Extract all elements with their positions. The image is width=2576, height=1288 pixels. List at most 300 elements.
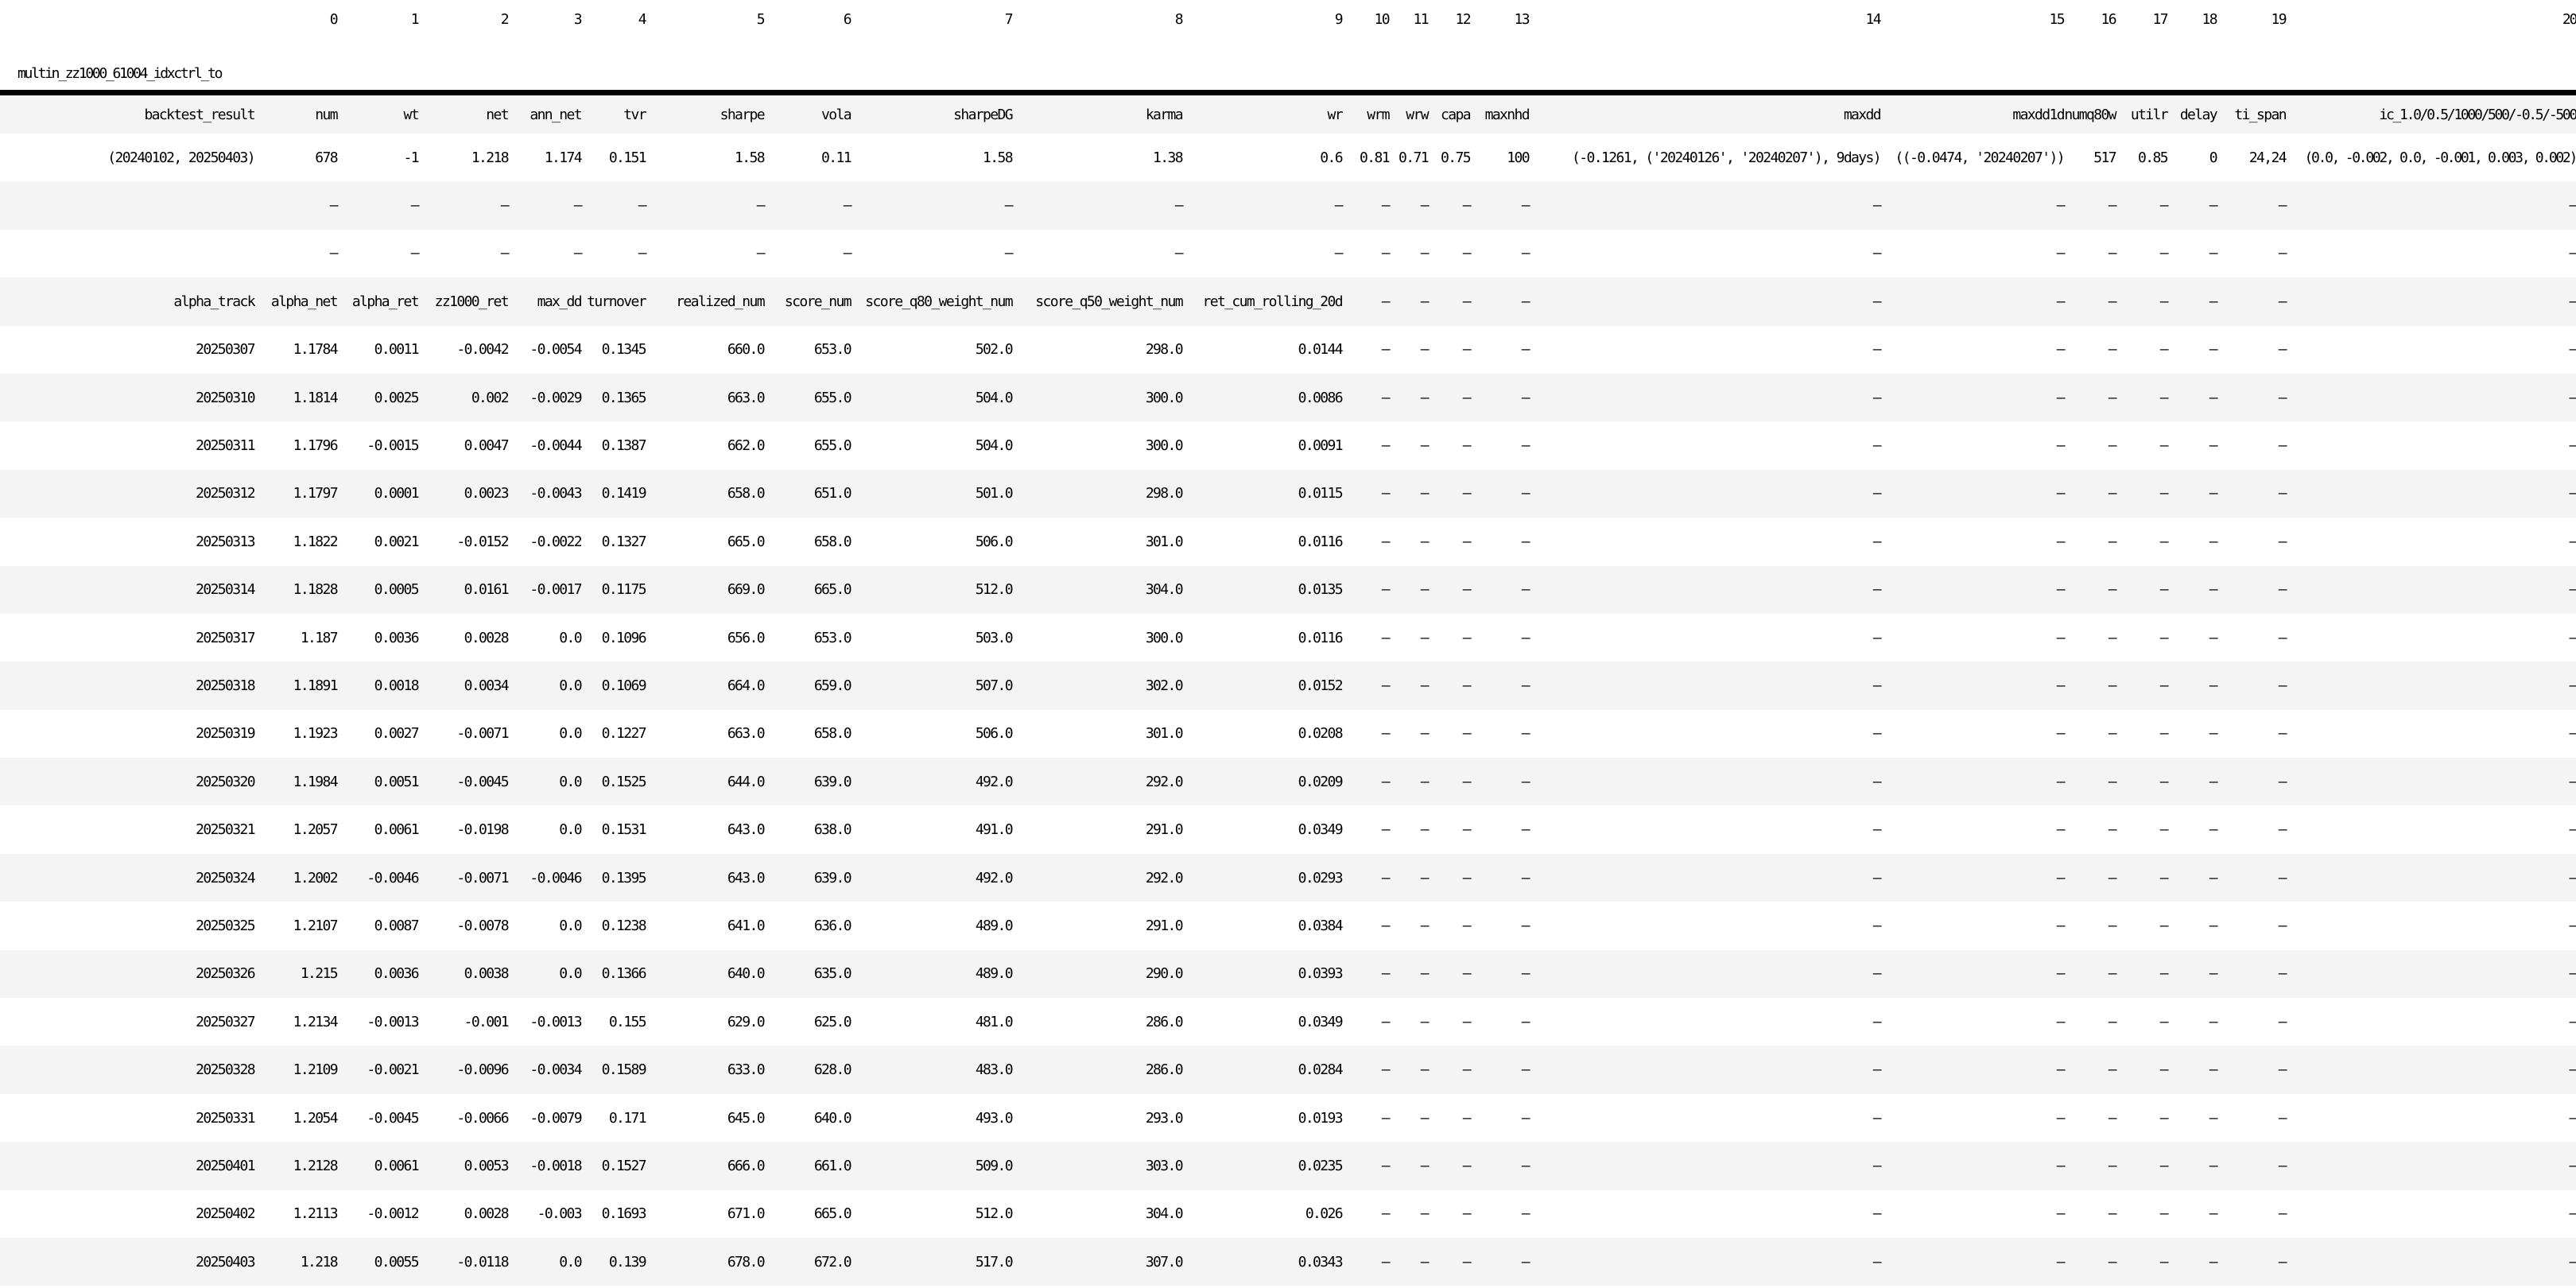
cell: -0.0078	[456, 917, 508, 934]
column-header: utilr	[2116, 95, 2167, 134]
cell: 1.2057	[293, 821, 337, 839]
cell: —	[1420, 1013, 1428, 1030]
cell: 1.1984	[293, 773, 337, 790]
cell: 661.0	[813, 1157, 851, 1174]
cell: —	[2569, 1157, 2576, 1174]
cell: —	[1521, 821, 1529, 839]
column-position-index: 20	[2562, 10, 2576, 28]
cell: 506.0	[975, 533, 1012, 550]
table-row	[0, 805, 2576, 853]
cell: -0.0046	[367, 869, 418, 886]
cell: —	[1521, 341, 1529, 359]
cell: —	[2569, 293, 2576, 310]
cell: 293.0	[1145, 1109, 1182, 1127]
cell: max_dd	[537, 293, 581, 310]
cell: —	[1521, 389, 1529, 406]
cell: —	[1521, 197, 1529, 215]
cell: —	[2569, 581, 2576, 599]
cell: 0.0	[559, 629, 581, 646]
cell: —	[2108, 677, 2116, 694]
cell: —	[1521, 965, 1529, 983]
cell: —	[2209, 1157, 2217, 1174]
cell: —	[2108, 437, 2116, 455]
column-header: capa	[1428, 95, 1470, 134]
cell: —	[2278, 293, 2286, 310]
cell: score_q50_weight_num	[1035, 293, 1182, 310]
cell: 640.0	[813, 1109, 851, 1127]
cell: 0.0235	[1298, 1157, 1342, 1174]
cell: 665.0	[813, 1205, 851, 1223]
row-index: 20250327	[196, 1013, 254, 1030]
cell: —	[1521, 677, 1529, 694]
cell: —	[2278, 341, 2286, 359]
column-position-index: 18	[2202, 10, 2217, 28]
cell: 1.187	[300, 629, 337, 646]
cell: —	[756, 245, 764, 262]
cell: 1.1828	[293, 581, 337, 599]
cell: 0.0086	[1298, 389, 1342, 406]
table-row	[0, 758, 2576, 805]
cell: 1.1923	[293, 725, 337, 743]
cell: —	[2159, 533, 2167, 550]
cell: 678	[315, 149, 337, 166]
cell: -0.0079	[530, 1109, 581, 1127]
cell: 653.0	[813, 341, 851, 359]
column-header: delay	[2167, 95, 2217, 134]
cell: 1.2109	[293, 1061, 337, 1079]
cell: —	[2209, 197, 2217, 215]
cell: 298.0	[1145, 485, 1182, 502]
cell: —	[1334, 197, 1342, 215]
column-position-index: 8	[1174, 10, 1182, 28]
cell: 0.75	[1441, 149, 1470, 166]
cell: 659.0	[813, 677, 851, 694]
row-index	[0, 181, 254, 229]
cell: —	[1381, 629, 1389, 646]
cell: —	[1420, 293, 1428, 310]
row-index: 20250325	[196, 917, 254, 934]
cell: —	[2278, 917, 2286, 934]
cell: —	[2209, 245, 2217, 262]
row-index: 20250312	[196, 485, 254, 502]
cell: —	[1872, 293, 1880, 310]
cell: —	[1872, 341, 1880, 359]
cell: 655.0	[813, 437, 851, 455]
cell: 643.0	[727, 821, 764, 839]
cell: 517	[2093, 149, 2116, 166]
row-index: 20250401	[196, 1157, 254, 1174]
cell: —	[1381, 341, 1389, 359]
cell: 636.0	[813, 917, 851, 934]
cell: —	[1462, 437, 1470, 455]
cell: 638.0	[813, 821, 851, 839]
cell: 492.0	[975, 773, 1012, 790]
cell: —	[1420, 725, 1428, 743]
cell: —	[1872, 1205, 1880, 1223]
cell: 1.2134	[293, 1013, 337, 1030]
cell: —	[1420, 485, 1428, 502]
cell: -0.0029	[530, 389, 581, 406]
cell: 0.1531	[601, 821, 646, 839]
cell: 24,24	[2248, 149, 2286, 166]
cell: —	[1521, 629, 1529, 646]
cell: —	[2108, 485, 2116, 502]
header-row	[0, 95, 2576, 134]
cell: 0.0152	[1298, 677, 1342, 694]
cell: —	[1420, 869, 1428, 886]
cell: 660.0	[727, 341, 764, 359]
column-header: maxnhd	[1470, 95, 1529, 134]
table-row	[0, 661, 2576, 709]
cell: —	[1872, 437, 1880, 455]
cell: zz1000_ret	[434, 293, 508, 310]
cell: 658.0	[727, 485, 764, 502]
cell: —	[2056, 773, 2064, 790]
cell: —	[2209, 581, 2217, 599]
cell: -0.0054	[530, 341, 581, 359]
cell: 651.0	[813, 485, 851, 502]
cell: 0.026	[1305, 1205, 1342, 1223]
cell: 0.0061	[374, 821, 418, 839]
cell: —	[1872, 389, 1880, 406]
cell: —	[1872, 725, 1880, 743]
cell: 0.0	[559, 725, 581, 743]
cell: 0.0061	[374, 1157, 418, 1174]
cell: 0.0047	[464, 437, 508, 455]
cell: —	[1381, 677, 1389, 694]
cell: —	[1462, 917, 1470, 934]
cell: —	[2159, 197, 2167, 215]
cell: 678.0	[727, 1253, 764, 1271]
cell: 0.0021	[374, 533, 418, 550]
row-index: 20250402	[196, 1205, 254, 1223]
cell: 509.0	[975, 1157, 1012, 1174]
cell: —	[1462, 1253, 1470, 1271]
index-column-header: backtest_result	[0, 95, 254, 134]
row-index: 20250318	[196, 677, 254, 694]
cell: —	[1872, 1061, 1880, 1079]
cell: 0.0	[559, 965, 581, 983]
cell: 0.1525	[601, 773, 646, 790]
cell: —	[1420, 1157, 1428, 1174]
cell: —	[2159, 869, 2167, 886]
cell: —	[756, 197, 764, 215]
cell: 0.0115	[1298, 485, 1342, 502]
row-index: 20250317	[196, 629, 254, 646]
cell: —	[2056, 293, 2064, 310]
cell: —	[2056, 1157, 2064, 1174]
cell: 0.0011	[374, 341, 418, 359]
cell: —	[2278, 1109, 2286, 1127]
cell: —	[1174, 245, 1182, 262]
cell: 0.151	[608, 149, 646, 166]
table-row	[0, 1142, 2576, 1189]
cell: -0.0015	[367, 437, 418, 455]
cell: 665.0	[727, 533, 764, 550]
cell: 0.0018	[374, 677, 418, 694]
cell: —	[2569, 1109, 2576, 1127]
cell: —	[1420, 677, 1428, 694]
cell: —	[2569, 725, 2576, 743]
table-row	[0, 902, 2576, 949]
cell: —	[2569, 485, 2576, 502]
cell: —	[2159, 965, 2167, 983]
table-row	[0, 1190, 2576, 1238]
cell: —	[2159, 725, 2167, 743]
cell: 302.0	[1145, 677, 1182, 694]
cell: 0.0005	[374, 581, 418, 599]
cell: 655.0	[813, 389, 851, 406]
cell: -0.0118	[456, 1253, 508, 1271]
cell: 0.0091	[1298, 437, 1342, 455]
cell: -0.0066	[456, 1109, 508, 1127]
cell: —	[2056, 1013, 2064, 1030]
column-header: maxdd1d	[1880, 95, 2064, 134]
cell: —	[1462, 725, 1470, 743]
cell: —	[1872, 581, 1880, 599]
cell: 0.0053	[464, 1157, 508, 1174]
cell: —	[2108, 581, 2116, 599]
cell: —	[2159, 245, 2167, 262]
cell: —	[1381, 869, 1389, 886]
cell: —	[1462, 245, 1470, 262]
cell: —	[2159, 485, 2167, 502]
column-index-row	[0, 0, 2576, 38]
cell: —	[2159, 629, 2167, 646]
cell: 0.0209	[1298, 773, 1342, 790]
cell: —	[1381, 1205, 1389, 1223]
cell: 0.1693	[601, 1205, 646, 1223]
cell: -0.0012	[367, 1205, 418, 1223]
cell: —	[2278, 533, 2286, 550]
cell: score_num	[784, 293, 851, 310]
cell: —	[1462, 341, 1470, 359]
row-index: 20250331	[196, 1109, 254, 1127]
cell: —	[2569, 773, 2576, 790]
cell: —	[2569, 1253, 2576, 1271]
cell: 0.0384	[1298, 917, 1342, 934]
row-index: 20250403	[196, 1253, 254, 1271]
cell: —	[1381, 1013, 1389, 1030]
cell: —	[2278, 677, 2286, 694]
table-row	[0, 998, 2576, 1046]
cell: —	[1521, 533, 1529, 550]
cell: —	[2278, 1013, 2286, 1030]
cell: —	[2209, 773, 2217, 790]
cell: 493.0	[975, 1109, 1012, 1127]
row-index: 20250326	[196, 965, 254, 983]
row-index: 20250314	[196, 581, 254, 599]
table-row	[0, 326, 2576, 374]
cell: —	[1381, 293, 1389, 310]
cell: 0.1395	[601, 869, 646, 886]
cell: 0.0038	[464, 965, 508, 983]
table-row	[0, 421, 2576, 469]
column-position-index: 9	[1334, 10, 1342, 28]
cell: —	[1462, 1013, 1470, 1030]
cell: turnover	[587, 293, 646, 310]
cell: 0.0193	[1298, 1109, 1342, 1127]
row-index: 20250319	[196, 725, 254, 743]
cell: 0.0087	[374, 917, 418, 934]
cell: —	[1872, 821, 1880, 839]
cell: 286.0	[1145, 1061, 1182, 1079]
cell: 629.0	[727, 1013, 764, 1030]
cell: -0.0045	[456, 773, 508, 790]
cell: 504.0	[975, 437, 1012, 455]
cell: 301.0	[1145, 533, 1182, 550]
cell: —	[1521, 773, 1529, 790]
cell: 0.1345	[601, 341, 646, 359]
cell: —	[2569, 341, 2576, 359]
column-header: numq80w	[2064, 95, 2116, 134]
cell: —	[2209, 1205, 2217, 1223]
cell: 663.0	[727, 389, 764, 406]
column-header: karma	[1012, 95, 1182, 134]
cell: 639.0	[813, 773, 851, 790]
cell: 1.218	[471, 149, 508, 166]
cell: 0.0028	[464, 629, 508, 646]
cell: —	[2209, 1109, 2217, 1127]
cell: —	[2159, 821, 2167, 839]
cell: 0.0036	[374, 965, 418, 983]
cell: —	[2159, 581, 2167, 599]
cell: —	[2108, 773, 2116, 790]
column-header: ann_net	[508, 95, 581, 134]
cell: realized_num	[676, 293, 764, 310]
cell: -0.0042	[456, 341, 508, 359]
cell: 628.0	[813, 1061, 851, 1079]
cell: —	[1420, 437, 1428, 455]
cell: —	[500, 197, 508, 215]
table-row	[0, 1094, 2576, 1142]
cell: —	[2278, 581, 2286, 599]
cell: —	[2278, 965, 2286, 983]
cell: 291.0	[1145, 917, 1182, 934]
cell: 0.0001	[374, 485, 418, 502]
cell: —	[1462, 389, 1470, 406]
cell: 0.0116	[1298, 533, 1342, 550]
cell: —	[2209, 1061, 2217, 1079]
cell: —	[2108, 245, 2116, 262]
cell: —	[1521, 1109, 1529, 1127]
cell: -0.001	[464, 1013, 508, 1030]
cell: 492.0	[975, 869, 1012, 886]
cell: —	[2056, 341, 2064, 359]
cell: -0.003	[537, 1205, 581, 1223]
cell: 1.2113	[293, 1205, 337, 1223]
cell: —	[2159, 389, 2167, 406]
cell: —	[2159, 1109, 2167, 1127]
table-row	[0, 134, 2576, 181]
cell: —	[2278, 1205, 2286, 1223]
cell: —	[1521, 725, 1529, 743]
table-row	[0, 710, 2576, 758]
cell: —	[2159, 293, 2167, 310]
cell: —	[2569, 245, 2576, 262]
cell: 512.0	[975, 1205, 1012, 1223]
cell: —	[2209, 677, 2217, 694]
cell: ret_cum_rolling_20d	[1202, 293, 1342, 310]
cell: —	[2108, 1109, 2116, 1127]
cell: —	[1872, 485, 1880, 502]
table-body	[0, 134, 2576, 1286]
cell: —	[1420, 629, 1428, 646]
cell: 665.0	[813, 581, 851, 599]
cell: —	[1004, 245, 1012, 262]
cell: 0.0027	[374, 725, 418, 743]
cell: 635.0	[813, 965, 851, 983]
cell: —	[1462, 293, 1470, 310]
cell: —	[500, 245, 508, 262]
cell: 0.0208	[1298, 725, 1342, 743]
cell: —	[1381, 197, 1389, 215]
cell: 0.1175	[601, 581, 646, 599]
cell: —	[1462, 1109, 1470, 1127]
table-title: multin_zz1000_61004_idxctrl_to	[17, 65, 222, 82]
cell: 0.71	[1399, 149, 1428, 166]
cell: 0.002	[471, 389, 508, 406]
cell: 1.1797	[293, 485, 337, 502]
cell: —	[2209, 629, 2217, 646]
cell: —	[1381, 389, 1389, 406]
cell: —	[2278, 1253, 2286, 1271]
cell: —	[1521, 1253, 1529, 1271]
cell: —	[2108, 533, 2116, 550]
cell: -0.0096	[456, 1061, 508, 1079]
cell: —	[2108, 725, 2116, 743]
cell: —	[2108, 197, 2116, 215]
cell: 300.0	[1145, 629, 1182, 646]
column-position-index: 11	[1413, 10, 1428, 28]
cell: 304.0	[1145, 581, 1182, 599]
table-row	[0, 1238, 2576, 1286]
cell: —	[1872, 1157, 1880, 1174]
cell: —	[2108, 1013, 2116, 1030]
cell: 0.1327	[601, 533, 646, 550]
cell: —	[1872, 773, 1880, 790]
cell: 292.0	[1145, 869, 1182, 886]
cell: —	[1420, 1061, 1428, 1079]
cell: —	[329, 245, 337, 262]
cell: —	[573, 245, 581, 262]
column-position-index: 4	[638, 10, 646, 28]
cell: 503.0	[975, 629, 1012, 646]
cell: —	[1521, 485, 1529, 502]
cell: —	[1521, 1157, 1529, 1174]
cell: 0.1589	[601, 1061, 646, 1079]
cell: —	[1462, 773, 1470, 790]
cell: 0.0343	[1298, 1253, 1342, 1271]
cell: —	[2159, 917, 2167, 934]
cell: —	[2108, 341, 2116, 359]
cell: —	[1521, 581, 1529, 599]
table-row	[0, 566, 2576, 614]
cell: —	[1462, 485, 1470, 502]
cell: 0.0023	[464, 485, 508, 502]
cell: —	[843, 197, 851, 215]
cell: 0.0144	[1298, 341, 1342, 359]
cell: —	[1521, 245, 1529, 262]
cell: —	[1381, 725, 1389, 743]
cell: 1.1814	[293, 389, 337, 406]
column-header: sharpe	[646, 95, 764, 134]
cell: 0.81	[1360, 149, 1389, 166]
cell: —	[1872, 197, 1880, 215]
cell: —	[1004, 197, 1012, 215]
cell: —	[2159, 1061, 2167, 1079]
divider-bar	[0, 90, 2576, 95]
